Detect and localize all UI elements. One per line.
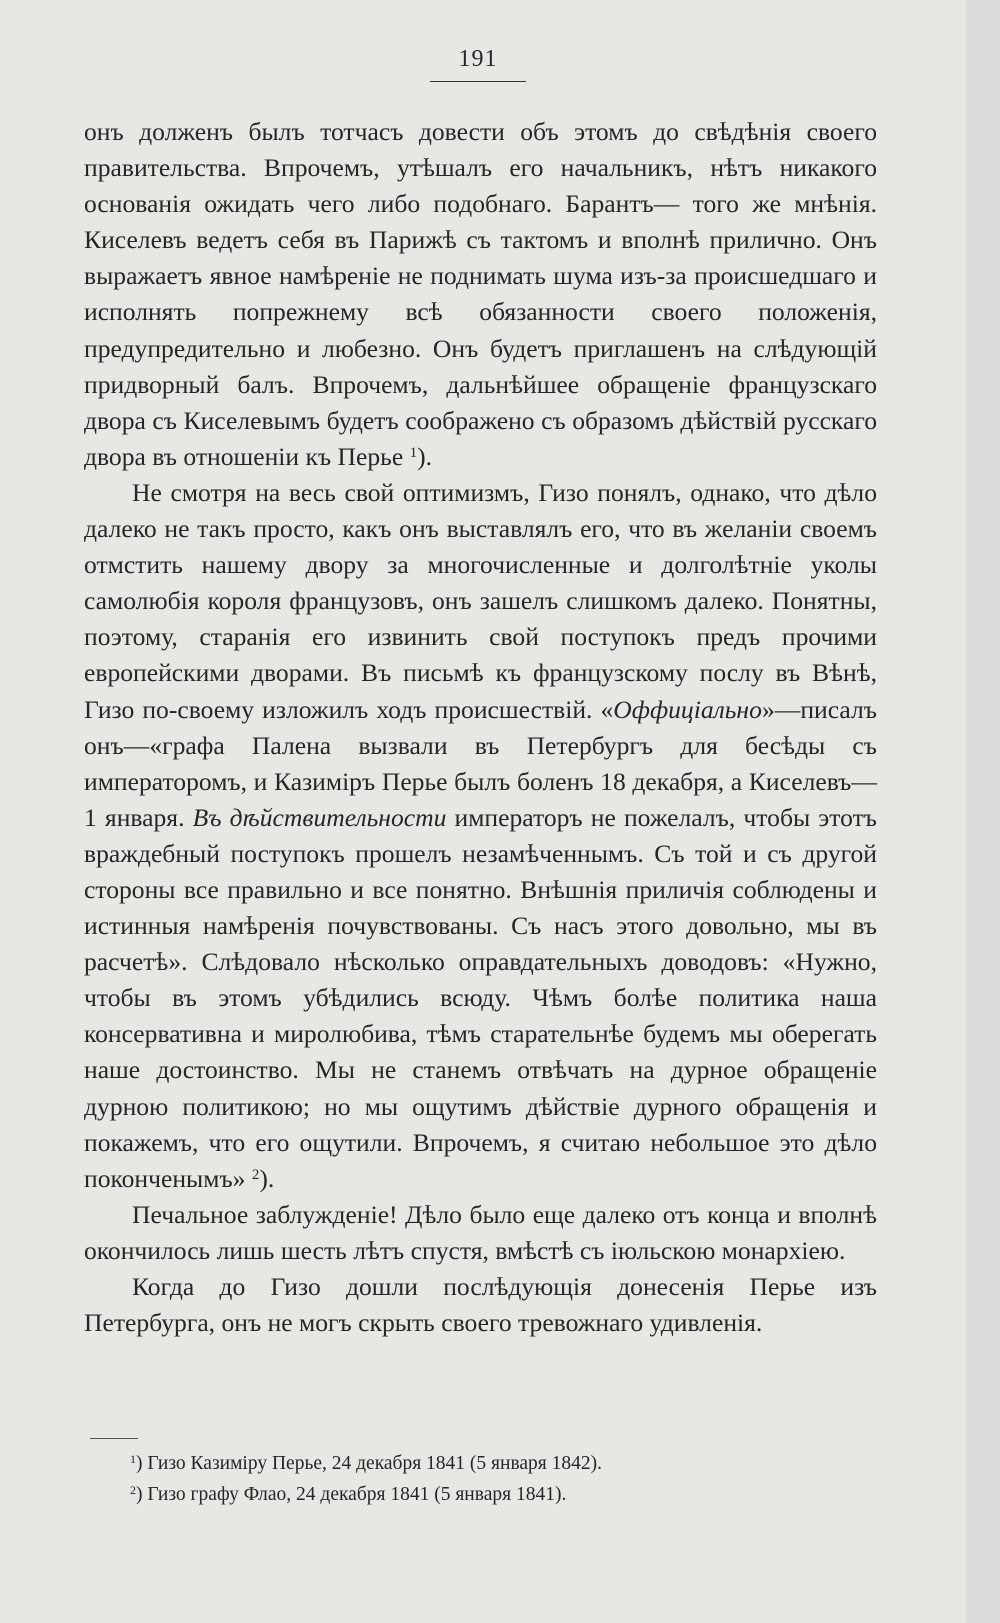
text-run: Когда до Гизо дошли послѣдующія донесенія Перье изъ Петербурга, онъ не могъ скрыть своего тревожнаго удивленія. xyxy=(84,1272,877,1338)
paragraph xyxy=(84,1197,877,1269)
paragraph xyxy=(84,114,877,475)
footnote-text: ) Гизо графу Флао, 24 декабря 1841 (5 января 1841). xyxy=(136,1484,567,1505)
text-run: императоръ не пожелалъ, чтобы этотъ враждебный поступокъ прошелъ незамѣченнымъ. Съ той и съ другой стороны все правильно и все понятно. Внѣшнія приличія соблюдены и истинныя намѣренія почувствованы. Съ насъ этого довольно, мы въ расчетѣ». Слѣдовало нѣсколько оправдательныхъ доводовъ: «Нужно, чтобы въ этомъ убѣдились всюду. Чѣмъ болѣе политика наша консервативна и миролюбива, тѣмъ старательнѣе будемъ мы оберегать наше достоинство. Мы не станемъ отвѣчать на дурное обращеніе дурною политикою; но мы ощутимъ дѣйствіе дурного обращенія и покажемъ, что его ощутили. Впрочемъ, я считаю небольшое это дѣло поконченымъ» xyxy=(84,802,878,1193)
footnote-reference: 2 xyxy=(251,1166,260,1183)
footnotes xyxy=(130,1448,890,1510)
footnote-rule xyxy=(90,1438,138,1439)
page-number-rule xyxy=(430,81,526,82)
footnote-mark: 1 xyxy=(130,1452,136,1466)
paragraph xyxy=(84,475,877,1197)
paragraph xyxy=(84,1269,877,1341)
footnote xyxy=(130,1479,890,1510)
text-run: »—писалъ онъ—«графа Палена вызвали въ Петербургъ для бесѣды съ императоромъ, и Казиміръ Перье былъ боленъ 18 декабря, а Киселевъ—1 января. xyxy=(84,694,877,832)
text-run: ). xyxy=(417,441,433,471)
footnote-reference: 1 xyxy=(409,444,418,461)
body-text xyxy=(84,114,877,1341)
footnote xyxy=(130,1448,890,1479)
italic-emphasis: Оффиціально xyxy=(613,694,762,724)
italic-emphasis: Въ дѣйствительности xyxy=(192,802,447,832)
text-run: онъ долженъ былъ тотчасъ довести объ этомъ до свѣдѣнія своего правительства. Впрочемъ, утѣшалъ его начальникъ, нѣтъ никакого основанія ожидать чего либо подобнаго. Барантъ— того же мнѣнія. Киселевъ ведетъ себя въ Парижѣ съ тактомъ и вполнѣ прилично. Онъ выражаетъ явное намѣреніе не поднимать шума изъ-за происшедшаго и исполнять попрежнему всѣ обязанности своего положенія, предупредительно и любезно. Онъ будетъ приглашенъ на слѣдующій придворный балъ. Впрочемъ, дальнѣйшее обращеніе французскаго двора съ Киселевымъ будетъ соображено съ образомъ дѣйствій русскаго двора въ отношеніи къ Перье xyxy=(84,117,877,471)
footnote-mark: 2 xyxy=(130,1483,136,1497)
text-run: Печальное заблужденіе! Дѣло было еще далеко отъ конца и вполнѣ окончилось лишь шесть лѣтъ спустя, вмѣстѣ съ іюльскою монархіею. xyxy=(84,1199,877,1265)
footnote-text: ) Гизо Казиміру Перье, 24 декабря 1841 (5 января 1842). xyxy=(136,1453,603,1474)
page-number: 191 xyxy=(458,46,498,72)
text-run: ). xyxy=(259,1163,275,1193)
text-run: Не смотря на весь свой оптимизмъ, Гизо понялъ, однако, что дѣло далеко не такъ просто, какъ онъ выставлялъ его, что въ желаніи своемъ отмстить нашему двору за многочисленные и долголѣтніе уколы самолюбія короля французовъ, онъ зашелъ слишкомъ далеко. Понятны, поэтому, старанія его извинить свой поступокъ предъ прочими европейскими дворами. Въ письмѣ къ французскому послу въ Вѣнѣ, Гизо по-своему изложилъ ходъ происшествій. « xyxy=(84,477,877,724)
